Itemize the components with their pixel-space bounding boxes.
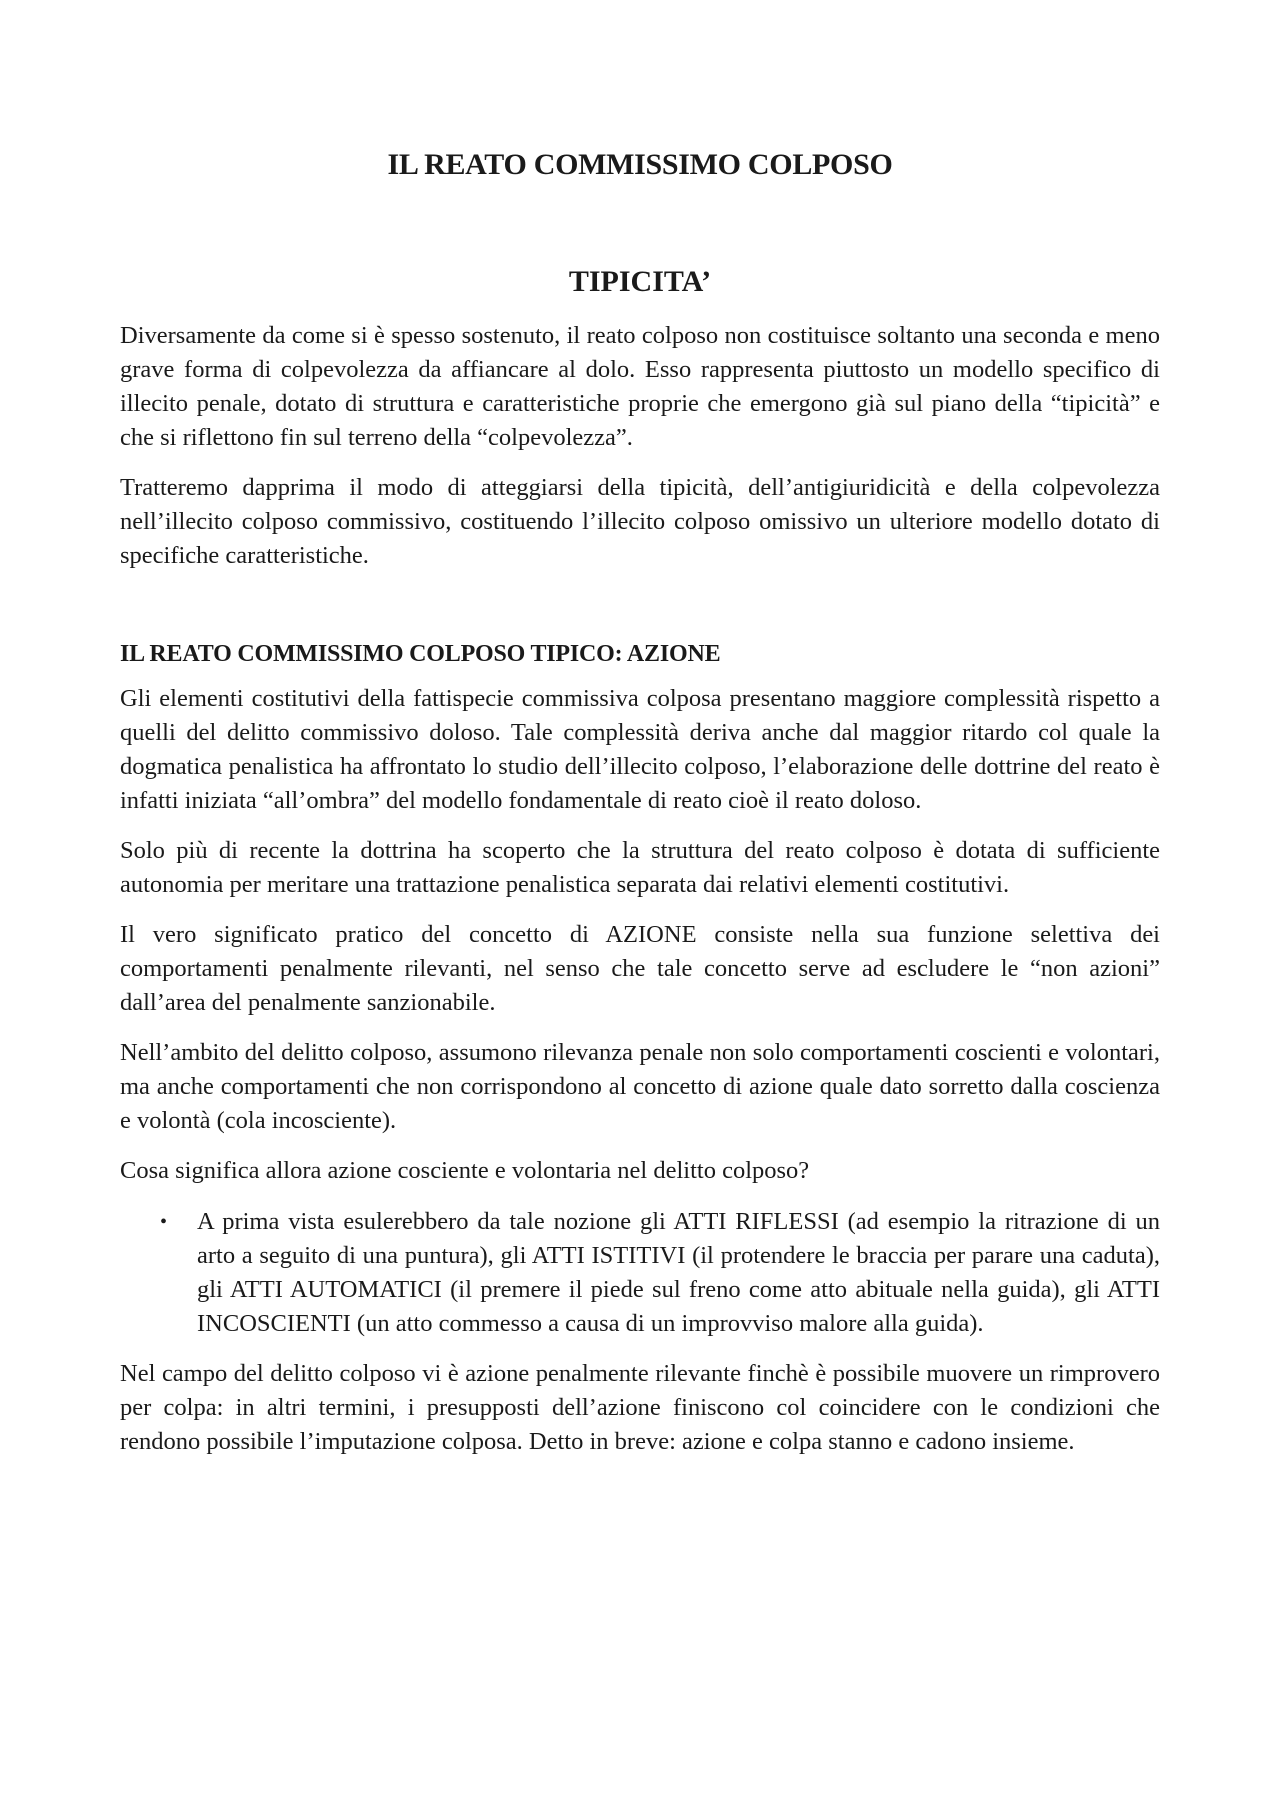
closing-paragraph: Nel campo del delitto colposo vi è azione penalmente rilevante finchè è possibile muovere un rimprovero per colpa: in altri termini, i presupposti dell’azione finiscono col coincidere con le condizioni che rendono possibile l’imputazione colposa. Detto in breve: azione e colpa stanno e cadono insieme. bbox=[120, 1360, 1160, 1455]
subsection-title-azione: IL REATO COMMISSIMO COLPOSO TIPICO: AZIONE bbox=[120, 641, 721, 667]
body-paragraph: Cosa significa allora azione cosciente e volontaria nel delitto colposo? bbox=[120, 1157, 810, 1184]
bullet-item bbox=[120, 1205, 1160, 1341]
bullet-text: A prima vista esulerebbero da tale nozione gli ATTI RIFLESSI (ad esempio la ritrazione di un arto a seguito di una puntura), gli ATTI ISTITIVI (il protendere le braccia per parare una caduta), gli ATTI AUTOMATICI (il premere il piede sul freno come atto abituale nella guida), gli ATTI INCOSCIENTI (un atto commesso a causa di un improvviso malore alla guida). bbox=[197, 1208, 1160, 1337]
body-paragraph: Gli elementi costitutivi della fattispecie commissiva colposa presentano maggiore complessità rispetto a quelli del delitto commissivo doloso. Tale complessità deriva anche dal maggior ritardo col quale la dogmatica penalistica ha affrontato lo studio dell’illecito colposo, l’elaborazione delle dottrine del reato è infatti iniziata “all’ombra” del modello fondamentale di reato cioè il reato doloso. bbox=[120, 685, 1160, 814]
intro-paragraph: Tratteremo dapprima il modo di atteggiarsi della tipicità, dell’antigiuridicità e della colpevolezza nell’illecito colposo commissivo, costituendo l’illecito colposo omissivo un ulteriore modello dotato di specifiche caratteristiche. bbox=[120, 474, 1160, 569]
body-paragraph: Solo più di recente la dottrina ha scoperto che la struttura del reato colposo è dotata di sufficiente autonomia per meritare una trattazione penalistica separata dai relativi elementi costitutivi. bbox=[120, 837, 1160, 898]
intro-paragraph: Diversamente da come si è spesso sostenuto, il reato colposo non costituisce soltanto una seconda e meno grave forma di colpevolezza da affiancare al dolo. Esso rappresenta piuttosto un modello specifico di illecito penale, dotato di struttura e caratteristiche proprie che emergono già sul piano della “tipicità” e che si riflettono fin sul terreno della “colpevolezza”. bbox=[120, 322, 1160, 451]
body-paragraph: Nell’ambito del delitto colposo, assumono rilevanza penale non solo comportamenti coscienti e volontari, ma anche comportamenti che non corrispondono al concetto di azione quale dato sorretto dalla coscienza e volontà (cola incosciente). bbox=[120, 1039, 1160, 1134]
body-paragraph: Il vero significato pratico del concetto di AZIONE consiste nella sua funzione selettiva dei comportamenti penalmente rilevanti, nel senso che tale concetto serve ad escludere le “non azioni” dall’area del penalmente sanzionabile. bbox=[120, 921, 1160, 1016]
bullet-list bbox=[120, 1205, 1160, 1341]
bullet-marker: • bbox=[160, 1211, 168, 1233]
document-title: IL REATO COMMISSIMO COLPOSO bbox=[387, 148, 893, 181]
section-title-tipicita: TIPICITA’ bbox=[568, 265, 712, 298]
document-body bbox=[120, 148, 1160, 1459]
